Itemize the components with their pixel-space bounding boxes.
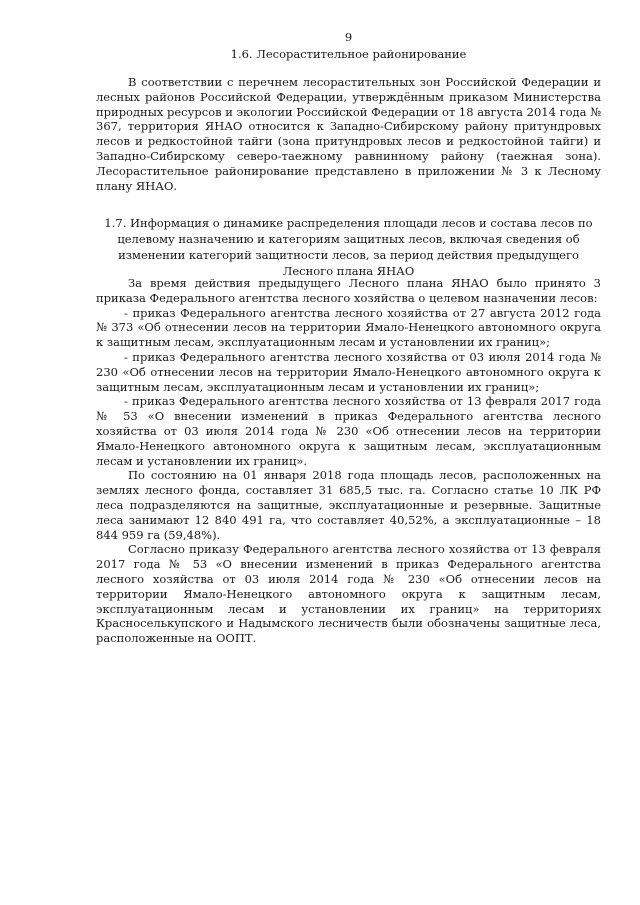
section-1-6-paragraph: В соответствии с перечнем лесорастительных зон Российской Федерации и лесных районов Российской Федерации, утверждённым приказом Министерства природных ресурсов и экологии Российской Федерации от 18 августа 2014 года № 367, территория ЯНАО относится к Западно-Сибирскому району притундровых лесов и редкостойной тайги (зона притундровых лесов и редкостойной тайги) и Западно-Сибирскому северо-таежному равнинному району (таежная зона). Лесорастительное районирование представлено в приложении № 3 к Лесному плану ЯНАО. — [96, 75, 601, 193]
section-1-7-body — [96, 276, 601, 646]
order-list-item: - приказ Федерального агентства лесного хозяйства от 13 февраля 2017 года № 53 «О внесении изменений в приказ Федерального агентства лесного хозяйства от 03 июля 2014 года № 230 «Об отнесении лесов на территории Ямало-Ненецкого автономного округа к защитным лесам, эксплуатационным лесам и установлении их границ». — [96, 394, 601, 468]
order-list-item: - приказ Федерального агентства лесного хозяйства от 03 июля 2014 года № 230 «Об отнесении лесов на территории Ямало-Ненецкого автономного округа к защитным лесам, эксплуатационным лесам и установлении их границ»; — [96, 349, 601, 394]
page-number: 9 — [344, 30, 353, 44]
section-1-7-title: 1.7. Информация о динамике распределения площади лесов и состава лесов по целевому назначению и категориям защитных лесов, включая сведения об изменении категорий защитности лесов, за период действия предыдущего Лесного плана ЯНАО — [104, 216, 593, 278]
section-1-6-body — [96, 75, 601, 193]
order-list-item: - приказ Федерального агентства лесного хозяйства от 27 августа 2012 года № 373 «Об отнесении лесов на территории Ямало-Ненецкого автономного округа к защитным лесам, эксплуатационным лесам и установлении их границ»; — [96, 305, 601, 350]
section-1-6-title: 1.6. Лесорастительное районирование — [230, 47, 467, 61]
closing-paragraph: Согласно приказу Федерального агентства лесного хозяйства от 13 февраля 2017 года № 53 «О внесении изменений в приказ Федерального агентства лесного хозяйства от 03 июля 2014 года № 230 «Об отнесении лесов на территории Ямало-Ненецкого автономного округа к защитным лесам, эксплуатационным лесам и установлении их границ» на территориях Красноселькупского и Надымского лесничеств были обозначены защитные леса, расположенные на ООПТ. — [96, 542, 601, 646]
forest-area-paragraph: По состоянию на 01 января 2018 года площадь лесов, расположенных на землях лесного фонда, составляет 31 685,5 тыс. га. Согласно статье 10 ЛК РФ леса подразделяются на защитные, эксплуатационные и резервные. Защитные леса занимают 12 840 491 га, что составляет 40,52%, а эксплуатационные – 18 844 959 га (59,48%). — [96, 468, 601, 542]
section-1-7-intro: За время действия предыдущего Лесного плана ЯНАО было принято 3 приказа Федерального агентства лесного хозяйства о целевом назначении лесов: — [96, 276, 601, 305]
